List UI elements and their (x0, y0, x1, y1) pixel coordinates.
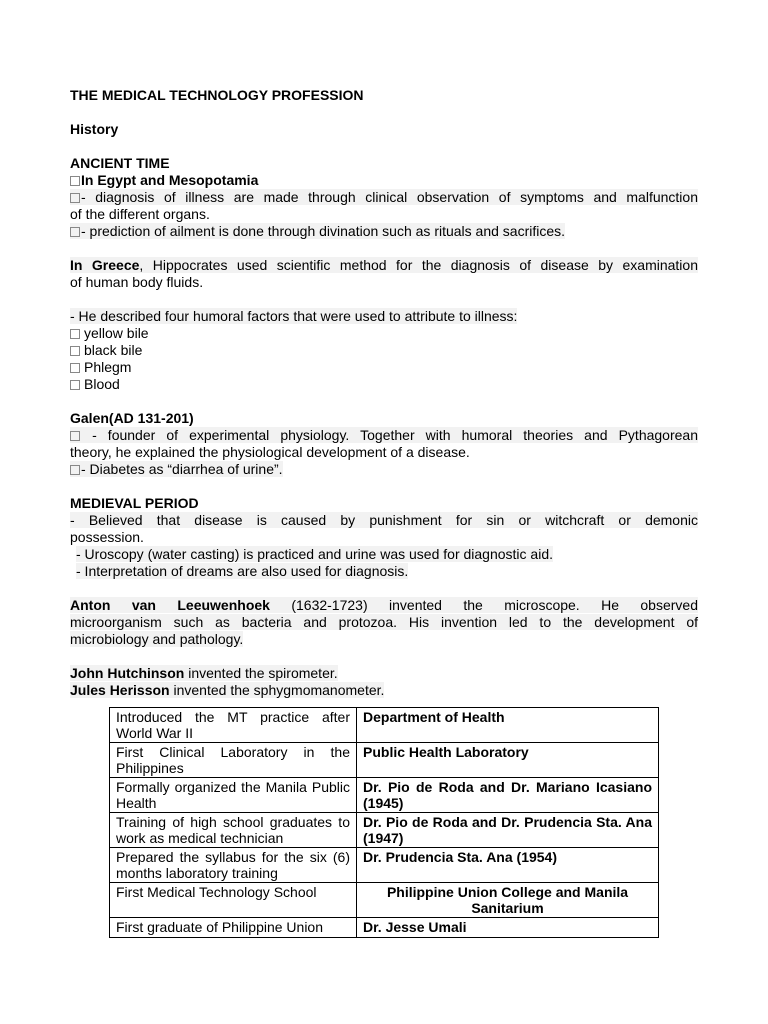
table-cell-who: Department of Health (357, 708, 659, 743)
medieval-line1-cont: possession. (70, 529, 144, 545)
humor-item (70, 359, 698, 376)
medieval-line2 (70, 546, 698, 563)
inventor-text: invented the spirometer. (184, 665, 338, 681)
medieval-line1 (70, 512, 698, 529)
bullet-box-icon (70, 431, 80, 441)
medieval-line3 (70, 563, 698, 580)
humor-label: Blood (84, 376, 120, 392)
inventor-name: John Hutchinson (70, 665, 185, 681)
egypt-line2 (70, 223, 698, 240)
greece-text: , Hippocrates used scientific method for the diagnosis of disease by examination (139, 257, 698, 273)
bullet-box-icon (70, 176, 80, 186)
humor-item (70, 342, 698, 359)
leeuwenhoek-name: Anton van Leeuwenhoek (70, 597, 270, 613)
egypt-line1-cont: of the different organs. (70, 206, 210, 222)
inventor-line (70, 682, 698, 699)
table-row (110, 743, 659, 778)
egypt-line1 (70, 189, 698, 206)
greece-lead: In Greece (70, 257, 140, 273)
table-cell-who: Dr. Jesse Umali (357, 918, 659, 938)
galen-line2 (70, 461, 698, 478)
table-cell-who: Public Health Laboratory (357, 743, 659, 778)
table-row (110, 883, 659, 918)
table-cell-event: First Clinical Laboratory in the Philippines (110, 743, 357, 778)
leeuwenhoek-text3: microbiology and pathology. (70, 631, 244, 647)
humor-label: black bile (84, 342, 143, 358)
table-cell-who: Dr. Prudencia Sta. Ana (1954) (357, 848, 659, 883)
table-cell-who: Dr. Pio de Roda and Dr. Mariano Icasiano (1945) (357, 778, 659, 813)
medieval-line1-text: - Believed that disease is caused by punishment for sin or witchcraft or demonic (70, 512, 698, 528)
greece-line-cont: of human body fluids. (70, 274, 204, 290)
table-row (110, 813, 659, 848)
table-cell-event: Training of high school graduates to work as medical technician (110, 813, 357, 848)
ancient-heading: ANCIENT TIME (70, 155, 170, 171)
table-cell-event: Introduced the MT practice after World War II (110, 708, 357, 743)
leeuwenhoek-text1: (1632-1723) invented the microscope. He observed (269, 597, 698, 613)
bullet-box-icon (70, 380, 80, 390)
egypt-line1-text: - diagnosis of illness are made through clinical observation of symptoms and malfunction (81, 189, 698, 205)
leeuwenhoek-line1 (70, 597, 698, 614)
galen-heading: Galen(AD 131-201) (70, 410, 194, 426)
humoral-intro-text: - He described four humoral factors that were used to attribute to illness: (70, 308, 518, 324)
table-cell-event: First Medical Technology School (110, 883, 357, 918)
table-cell-who: Philippine Union College and Manila Sanitarium (357, 883, 659, 918)
document-title: THE MEDICAL TECHNOLOGY PROFESSION (70, 87, 364, 103)
inventor-text: invented the sphygmomanometer. (169, 682, 385, 698)
table-row (110, 708, 659, 743)
table-row (110, 778, 659, 813)
table-row (110, 918, 659, 938)
bullet-box-icon (70, 363, 80, 373)
medieval-line2-text: - Uroscopy (water casting) is practiced and urine was used for diagnostic aid. (76, 546, 553, 562)
bullet-box-icon (70, 193, 80, 203)
leeuwenhoek-line3 (70, 631, 698, 648)
egypt-heading (70, 172, 698, 189)
inventor-line (70, 665, 698, 682)
galen-line1-cont: theory, he explained the physiological development of a disease. (70, 444, 470, 460)
bullet-box-icon (70, 227, 80, 237)
leeuwenhoek-text2: microorganism such as bacteria and protozoa. His invention led to the development of (70, 614, 698, 630)
medieval-heading: MEDIEVAL PERIOD (70, 495, 199, 511)
humor-label: yellow bile (84, 325, 149, 341)
table-cell-event: First graduate of Philippine Union (110, 918, 357, 938)
table-cell-who: Dr. Pio de Roda and Dr. Prudencia Sta. Ana (1947) (357, 813, 659, 848)
egypt-line2-text: - prediction of ailment is done through divination such as rituals and sacrifices. (81, 223, 566, 239)
mt-history-table (109, 707, 659, 938)
bullet-box-icon (70, 329, 80, 339)
history-heading: History (70, 121, 119, 137)
bullet-box-icon (70, 465, 80, 475)
greece-line (70, 257, 698, 274)
inventor-name: Jules Herisson (70, 682, 170, 698)
bullet-box-icon (70, 346, 80, 356)
leeuwenhoek-line2 (70, 614, 698, 631)
galen-line1-text: - founder of experimental physiology. Together with humoral theories and Pythagorean (81, 427, 698, 443)
humor-item (70, 376, 698, 393)
table-row (110, 848, 659, 883)
galen-line2-text: - Diabetes as “diarrhea of urine”. (81, 461, 283, 477)
table-cell-event: Prepared the syllabus for the six (6) months laboratory training (110, 848, 357, 883)
humor-item (70, 325, 698, 342)
medieval-line3-text: - Interpretation of dreams are also used for diagnosis. (76, 563, 409, 579)
egypt-heading-text: In Egypt and Mesopotamia (81, 172, 259, 188)
galen-line1 (70, 427, 698, 444)
humoral-intro (70, 308, 698, 325)
humor-label: Phlegm (84, 359, 132, 375)
table-cell-event: Formally organized the Manila Public Health (110, 778, 357, 813)
